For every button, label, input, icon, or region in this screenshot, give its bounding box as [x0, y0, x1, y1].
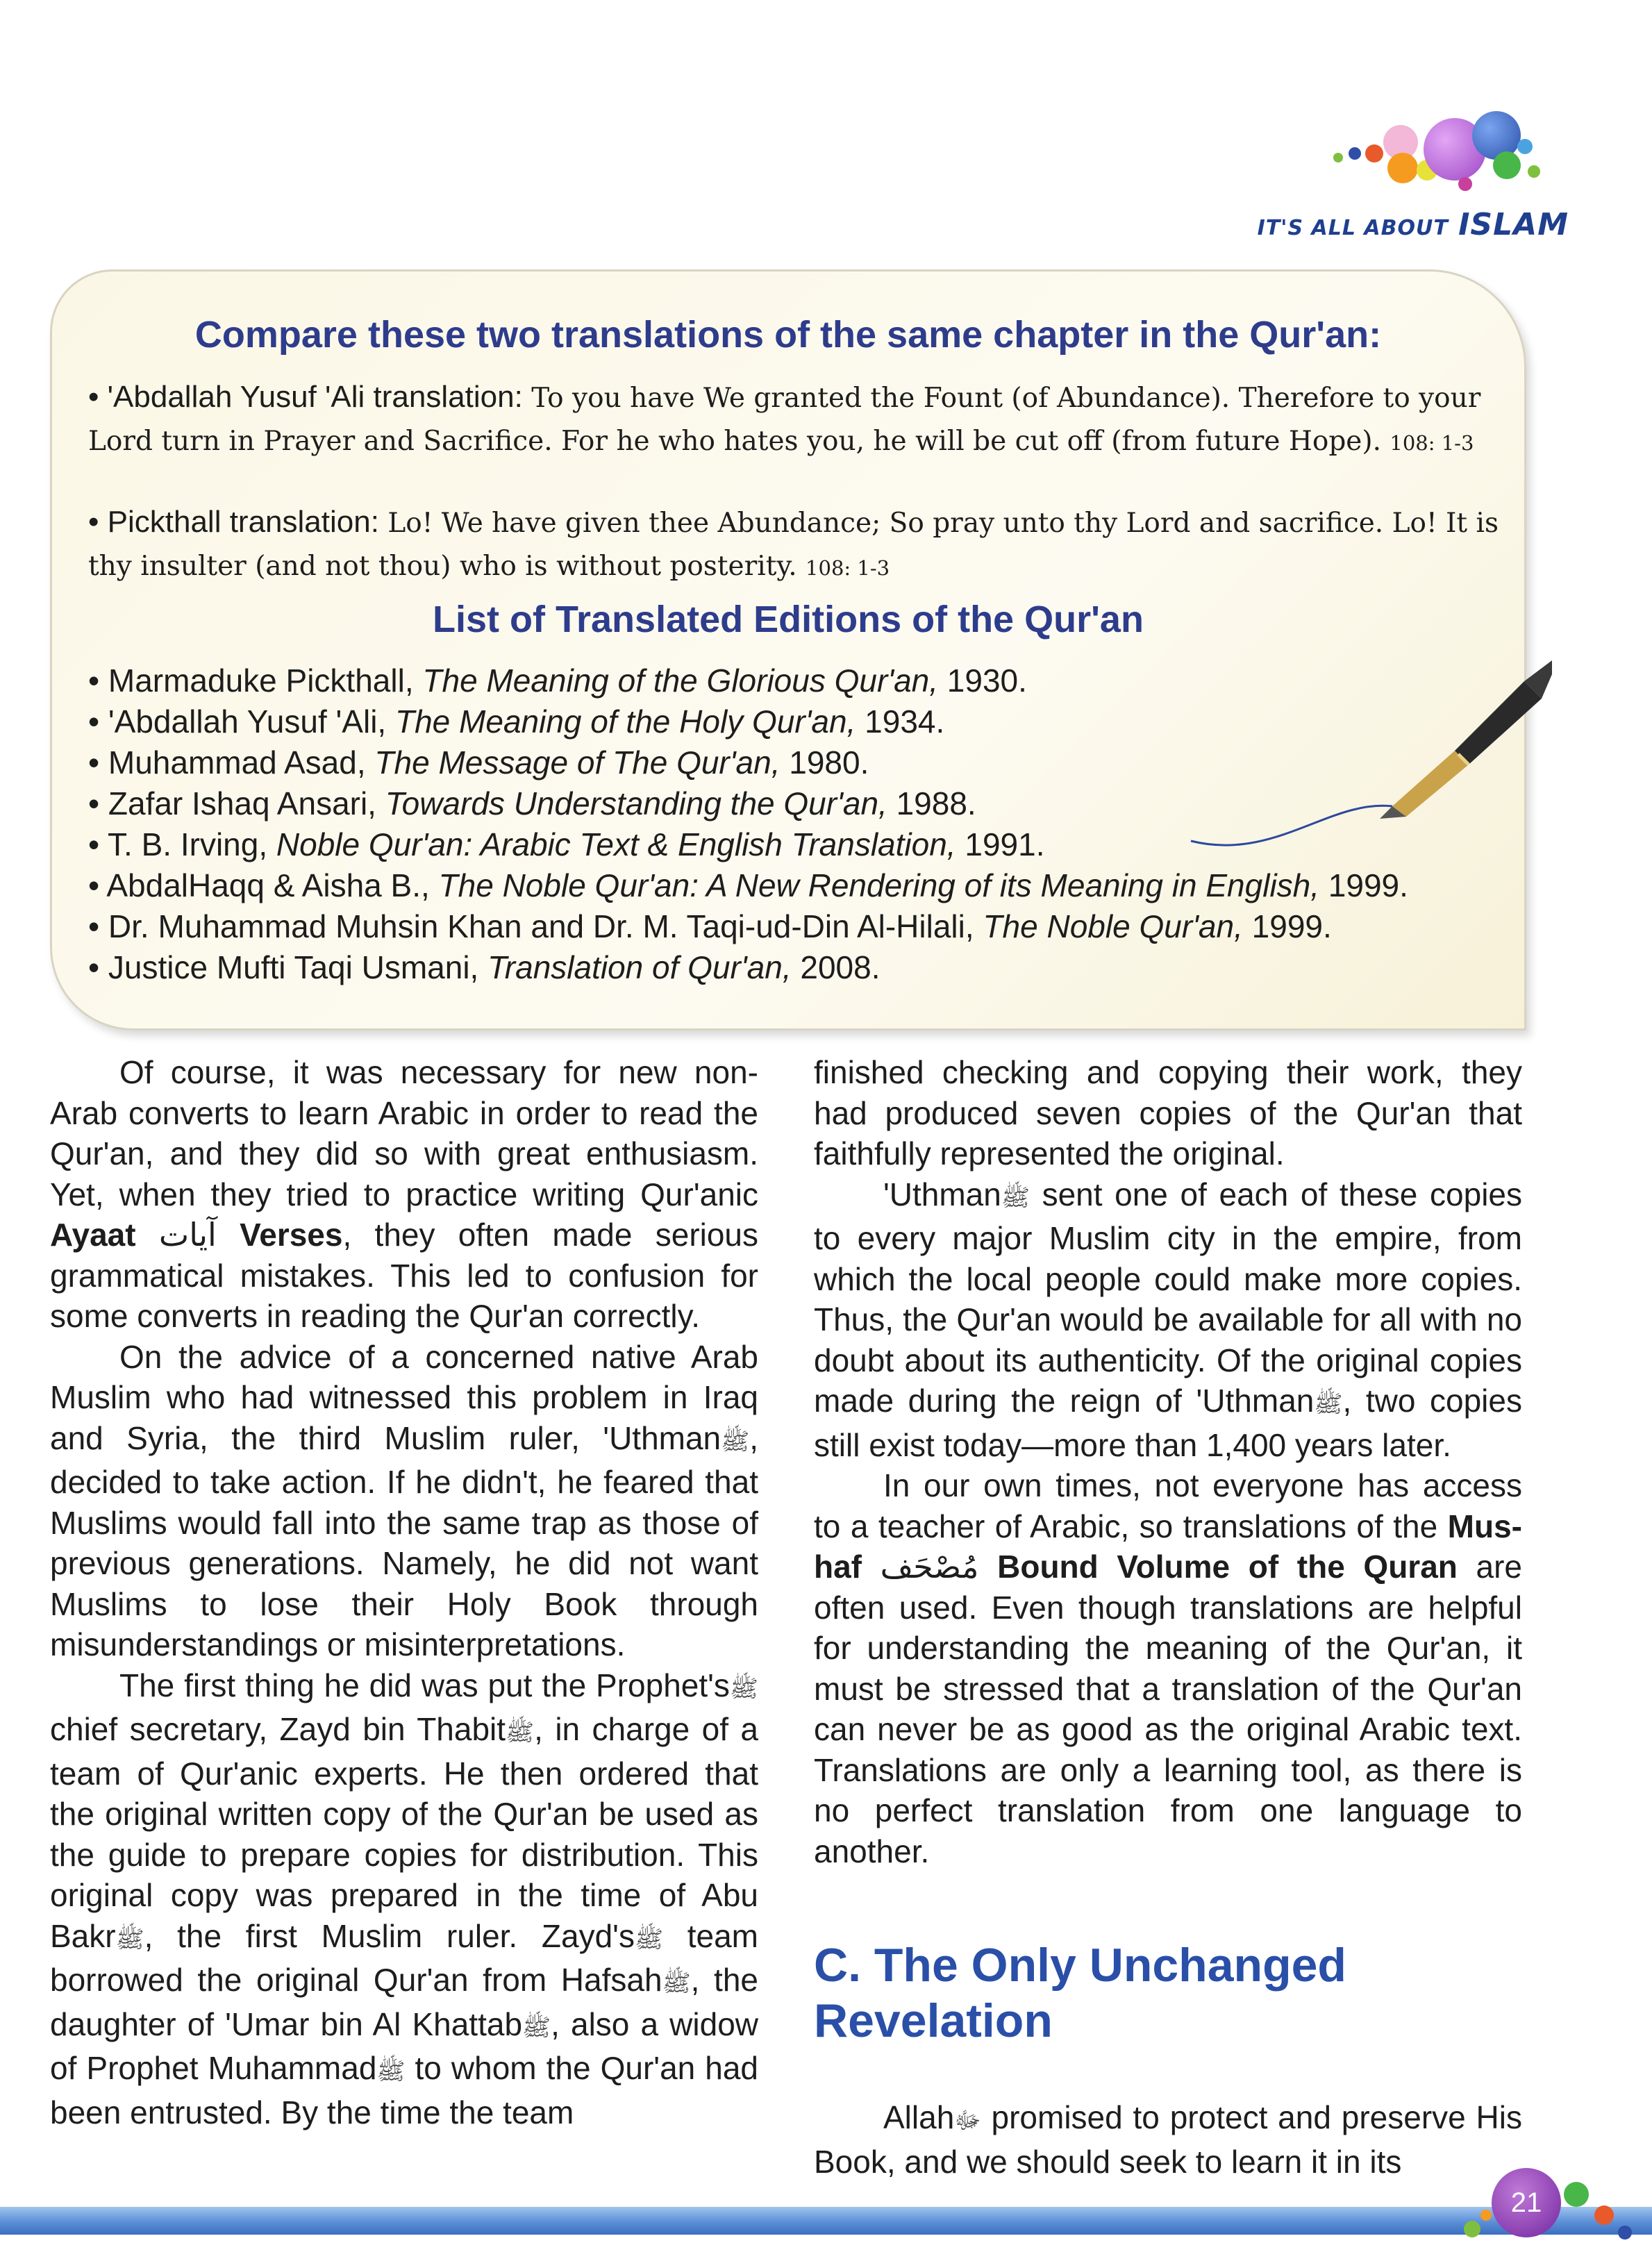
- edition-item: [88, 865, 1408, 906]
- paragraph-text: Of course, it was necessary for new non-Arab converts to learn Arabic in order to read the Qur'an, and they did so with great enthusiasm. Yet, when they tried to practice writing Qur'anic: [50, 1054, 758, 1212]
- decorative-bubbles: [1319, 111, 1569, 208]
- edition-year: 1934.: [856, 703, 945, 740]
- honorific-icon: ﷺ: [1001, 1184, 1030, 1211]
- term-ayaat: Ayaat: [50, 1217, 136, 1253]
- paragraph-text: , two copies still exist today—more than 1,400 years later.: [814, 1383, 1522, 1463]
- translation-label: Pickthall translation:: [107, 505, 379, 539]
- paragraph-text: The first thing he did was put the Prophet's: [119, 1667, 730, 1703]
- section-heading-line: C. The Only Unchanged: [814, 1939, 1346, 1992]
- honorific-icon: ﷺ: [522, 2014, 551, 2041]
- editions-heading: List of Translated Editions of the Qur'an: [433, 599, 1144, 640]
- paragraph: finished checking and copying their work, they had produced seven copies of the Qur'an that faithfully represented the original.: [814, 1054, 1522, 1171]
- paragraph-text: team borrowed the original Qur'an from Hafsah: [50, 1917, 758, 1998]
- edition-author: • Dr. Muhammad Muhsin Khan and Dr. M. Taqi-ud-Din Al-Hilali,: [88, 908, 983, 944]
- paragraph-text: , in charge of a team of Qur'anic experts. He then ordered that the original written copy of the Qur'an be used as the guide to prepare copies for distribution. This original copy was prepared in the time of Abu Bakr: [50, 1711, 758, 1954]
- edition-title: The Noble Qur'an: A New Rendering of its Meaning in English,: [438, 867, 1320, 903]
- paragraph: [50, 1665, 758, 2133]
- honorific-icon: ﷺ: [634, 1926, 664, 1953]
- paragraph-text: Allah: [883, 2099, 955, 2135]
- honorific-icon: ﷺ: [729, 1675, 758, 1702]
- paragraph-text: , they often made serious grammatical mistakes. This led to confusion for some converts in reading the Qur'an correctly.: [50, 1217, 759, 1334]
- edition-author: • 'Abdallah Yusuf 'Ali,: [88, 703, 395, 740]
- honorific-icon: ﷺ: [115, 1926, 144, 1953]
- edition-author: • Justice Mufti Taqi Usmani,: [88, 949, 488, 985]
- translation-reference: 108: 1-3: [806, 556, 890, 580]
- term-verses: Verses: [240, 1217, 343, 1253]
- edition-title: The Message of The Qur'an,: [374, 744, 781, 781]
- paragraph-text: promised to protect and preserve His Book, and we should seek to learn it in its: [814, 2099, 1522, 2180]
- edition-year: 1988.: [887, 785, 976, 821]
- term-bound-volume: Bound Volume of the Quran: [997, 1549, 1458, 1585]
- edition-item: [88, 906, 1408, 947]
- arabic-term: آيات: [135, 1217, 240, 1253]
- edition-year: 1991.: [956, 826, 1045, 862]
- edition-year: 2008.: [791, 949, 881, 985]
- editions-list: [88, 660, 1408, 988]
- series-title-brand: ISLAM: [1458, 207, 1569, 242]
- honorific-icon: ﷺ: [506, 1719, 535, 1746]
- paragraph-text: In our own times, not everyone has access to a teacher of Arabic, so translations of the: [814, 1467, 1522, 1544]
- paragraph-text: , the first Muslim ruler. Zayd's: [144, 1917, 635, 1954]
- edition-title: The Meaning of the Holy Qur'an,: [395, 703, 856, 740]
- honorific-icon: ﷺ: [662, 1970, 691, 1996]
- translation-text: To you have We granted the Fount (of Abundance). Therefore to your Lord turn in Prayer and Sacrifice. For he who hates you, he will be cut off (from future Hope).: [88, 383, 1481, 457]
- edition-item: [88, 824, 1408, 865]
- edition-title: Translation of Qur'an,: [487, 949, 792, 985]
- edition-year: 1999.: [1242, 908, 1332, 944]
- paragraph: [814, 2097, 1522, 2182]
- series-title-lead: IT'S ALL ABOUT: [1257, 216, 1449, 240]
- translations-callout: [50, 269, 1526, 1031]
- paragraph: [50, 1337, 758, 1665]
- page-number: 21: [1492, 2168, 1561, 2237]
- paragraph-text: sent one of each of these copies to every major Muslim city in the empire, from which the local people could make more copies. Thus, the Qur'an would be available for all with no doubt about its authenticity. Of the original copies made during the reign of 'Uthman: [814, 1176, 1522, 1419]
- right-column: [814, 1052, 1522, 2182]
- honorific-icon: ﷺ: [376, 2058, 406, 2085]
- edition-title: The Meaning of the Glorious Qur'an,: [422, 662, 939, 699]
- translation-label: 'Abdallah Yusuf 'Ali translation:: [107, 380, 523, 414]
- compare-heading: Compare these two translations of the same chapter in the Qur'an:: [194, 314, 1382, 356]
- footer-band: [0, 2207, 1652, 2235]
- section-heading-line: Revelation: [814, 1994, 1053, 2047]
- edition-author: • T. B. Irving,: [88, 826, 276, 862]
- paragraph-text: 'Uthman: [883, 1176, 1001, 1212]
- paragraph: [814, 1465, 1522, 1871]
- section-heading: [814, 1937, 1522, 2049]
- paragraph-text: , decided to take action. If he didn't, he feared that Muslims would fall into the same trap as those of previous generations. Namely, he did not want Muslims to lose their Holy Book through misunderstandings or misinterpretations.: [50, 1419, 758, 1662]
- series-title: [1258, 207, 1569, 242]
- edition-author: • AbdalHaqq & Aisha B.,: [88, 867, 439, 903]
- edition-item: [88, 742, 1408, 783]
- translation-pickthall: [88, 501, 1512, 590]
- edition-title: Noble Qur'an: Arabic Text & English Translation,: [276, 826, 956, 862]
- edition-title: Towards Understanding the Qur'an,: [385, 785, 887, 821]
- paragraph-text: chief secretary, Zayd bin Thabit: [50, 1711, 506, 1747]
- left-column: [50, 1052, 758, 2133]
- translation-ali: [88, 376, 1512, 465]
- paragraph: [814, 1174, 1522, 1466]
- honorific-icon: ﷺ: [1314, 1391, 1343, 1417]
- honorific-icon: ﷻ: [954, 2108, 981, 2134]
- edition-item: [88, 701, 1408, 742]
- paragraph-text: to whom the Qur'an had been entrusted. By the time the team: [50, 2050, 759, 2130]
- edition-item: [88, 947, 1408, 988]
- translation-text: Lo! We have given thee Abundance; So pray unto thy Lord and sacrifice. Lo! It is thy insulter (and not thou) who is without posterity.: [88, 508, 1499, 582]
- paragraph: [50, 1052, 758, 1337]
- edition-title: The Noble Qur'an,: [983, 908, 1243, 944]
- term-mus-haf: Mus-haf: [814, 1508, 1522, 1585]
- edition-author: • Muhammad Asad,: [88, 744, 375, 781]
- paragraph-text: , the daughter of 'Umar bin Al Khattab: [50, 1962, 758, 2042]
- edition-item: [88, 783, 1408, 824]
- edition-author: • Marmaduke Pickthall,: [88, 662, 423, 699]
- edition-year: 1930.: [938, 662, 1027, 699]
- translation-reference: 108: 1-3: [1390, 431, 1474, 455]
- paragraph-text: , also a widow of Prophet Muhammad: [50, 2005, 758, 2086]
- edition-author: • Zafar Ishaq Ansari,: [88, 785, 385, 821]
- arabic-term: مُصْحَف: [862, 1549, 998, 1585]
- paragraph-text: are often used. Even though translations are helpful for understanding the meaning of the Qur'an, it must be stressed that a translation of the Qur'an can never be as good as the original Arabic text. Translations are only a learning tool, as there is no perfect translation from one language to another.: [814, 1549, 1523, 1869]
- translation-bullet: •: [88, 505, 108, 539]
- paragraph-text: On the advice of a concerned native Arab Muslim who had witnessed this problem in Iraq and Syria, the third Muslim ruler, 'Uthman: [50, 1338, 758, 1456]
- edition-year: 1999.: [1319, 867, 1408, 903]
- edition-year: 1980.: [780, 744, 869, 781]
- honorific-icon: ﷺ: [721, 1428, 750, 1455]
- translation-bullet: •: [88, 380, 108, 414]
- edition-item: [88, 660, 1408, 701]
